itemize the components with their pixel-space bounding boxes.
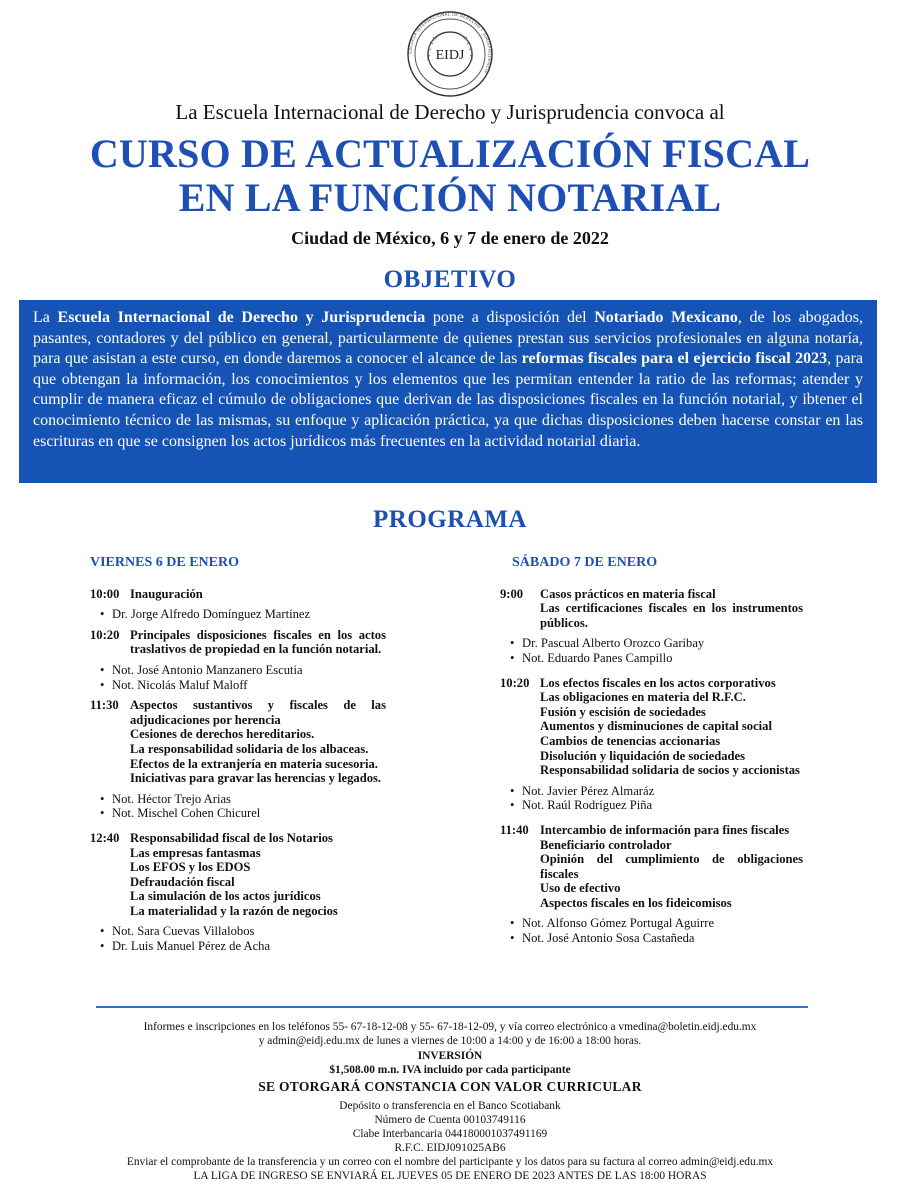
speaker: • Not. Nicolás Maluf Maloff <box>100 678 386 693</box>
topic: Principales disposiciones fiscales en los actos traslativos de propiedad en la función notarial. <box>130 627 386 657</box>
objetivo-bold-3: reformas fiscales para el ejercicio fiscal 2023 <box>521 350 828 368</box>
objetivo-text-1: La <box>33 309 58 326</box>
speaker: • Not. Javier Pérez Almaráz <box>510 784 803 799</box>
speaker: • Not. Raúl Rodríguez Piña <box>510 798 803 813</box>
objetivo-heading: OBJETIVO <box>383 266 517 293</box>
topic: Inauguración <box>130 586 203 601</box>
section-divider <box>96 1006 808 1008</box>
eidj-seal-icon <box>406 10 494 98</box>
program-day-2 <box>500 556 803 946</box>
speaker: • Dr. Pascual Alberto Orozco Garibay <box>510 636 803 651</box>
convoca-text: La Escuela Internacional de Derecho y Jurisprudencia convoca al <box>175 100 725 124</box>
topic: Beneficiario controlador <box>540 837 672 852</box>
speaker-list <box>510 636 803 665</box>
objetivo-text-2: pone a disposición del <box>425 309 595 326</box>
objetivo-text-3: , de los abogados, pasantes, contadores y del público en general, particularmente de quienes prestan sus servicios profesionales en alguna notaría, para que asistan a este curso, en donde daremos a conocer el alcance de las <box>33 309 864 368</box>
topic: Casos prácticos en materia fiscal <box>540 586 716 601</box>
speaker: • Not. Eduardo Panes Campillo <box>510 651 803 666</box>
session <box>90 628 386 657</box>
session <box>500 587 803 631</box>
inversion-price: $1,508.00 m.n. IVA incluido por cada participante <box>329 1064 571 1076</box>
speaker: • Not. Sara Cuevas Villalobos <box>100 924 386 939</box>
topic: La simulación de los actos jurídicos <box>130 889 321 904</box>
session-time: 11:30 <box>90 698 119 713</box>
speaker: • Dr. Jorge Alfredo Domínguez Martínez <box>100 607 386 622</box>
session <box>90 831 386 919</box>
informes-line-2: y admin@eidj.edu.mx de lunes a viernes de 10:00 a 14:00 y de 16:00 a 18:00 horas. <box>258 1035 642 1047</box>
session-time: 12:40 <box>90 830 120 845</box>
constancia-text: SE OTORGARÁ CONSTANCIA CON VALOR CURRICULAR <box>258 1079 642 1094</box>
informes-line-1: Informes e inscripciones en los teléfonos 55- 67-18-12-08 y 55- 67-18-12-09, y vía correo electrónico a vmedina@boletin.eidj.edu.mx <box>143 1021 757 1033</box>
objetivo-bold-2: Notariado Mexicano <box>594 309 738 326</box>
place-date: Ciudad de México, 6 y 7 de enero de 2022 <box>291 228 609 248</box>
speaker: • Not. José Antonio Sosa Castañeda <box>510 931 803 946</box>
session <box>500 676 803 778</box>
session-topics <box>130 698 386 786</box>
footer <box>0 1020 900 1183</box>
speaker-list <box>100 924 386 953</box>
session <box>90 698 386 786</box>
session <box>500 823 803 911</box>
logo-text: EIDJ <box>435 48 465 63</box>
topic: Opinión del cumplimiento de obligaciones fiscales <box>540 852 803 881</box>
speaker: • Not. Mischel Cohen Chicurel <box>100 806 386 821</box>
session-time: 10:00 <box>90 586 120 601</box>
session-time: 11:40 <box>500 822 529 837</box>
liga-text: LA LIGA DE INGRESO SE ENVIARÁ EL JUEVES 05 DE ENERO DE 2023 ANTES DE LAS 18:00 HORAS <box>193 1170 707 1182</box>
topic: Iniciativas para gravar las herencias y legados. <box>130 771 382 786</box>
topic: Intercambio de información para fines fiscales <box>540 822 790 837</box>
speaker-list <box>510 784 803 813</box>
objetivo-bold-1: Escuela Internacional de Derecho y Jurisprudencia <box>57 309 426 326</box>
course-title <box>0 132 900 220</box>
session-topics <box>540 676 803 778</box>
course-title-line1: CURSO DE ACTUALIZACIÓN FISCAL <box>89 131 811 176</box>
deposito-text: Depósito o transferencia en el Banco Scotiabank <box>339 1100 561 1112</box>
topic: Responsabilidad solidaria de socios y accionistas <box>540 763 800 778</box>
topic: Defraudación fiscal <box>130 874 235 889</box>
session-time: 10:20 <box>90 627 120 642</box>
inversion-heading: INVERSIÓN <box>417 1050 483 1062</box>
topic: La materialidad y la razón de negocios <box>130 903 338 918</box>
speaker: • Dr. Luis Manuel Pérez de Acha <box>100 939 386 954</box>
session <box>90 587 386 602</box>
topic: Los efectos fiscales en los actos corporativos <box>540 675 776 690</box>
speaker: • Not. Alfonso Gómez Portugal Aguirre <box>510 916 803 931</box>
topic: Fusión y escisión de sociedades <box>540 704 706 719</box>
cuenta-text: Número de Cuenta 00103749116 <box>374 1114 526 1126</box>
session-topics <box>540 587 803 631</box>
topic: Disolución y liquidación de sociedades <box>540 748 746 763</box>
enviar-text: Enviar el comprobante de la transferencia y un correo con el nombre del participante y los datos para su factura al correo admin@eidj.edu.mx <box>126 1156 774 1168</box>
topic: Los EFOS y los EDOS <box>130 860 251 875</box>
topic: Aspectos fiscales en los fideicomisos <box>540 895 732 910</box>
logo-ring-text: ESCUELA INTERNACIONAL DE DERECHO Y JURISPRUDENCIA <box>407 11 493 75</box>
topic: Las empresas fantasmas <box>130 845 261 860</box>
session-time: 10:20 <box>500 675 530 690</box>
objetivo-box <box>19 300 877 483</box>
speaker: • Not. José Antonio Manzanero Escutia <box>100 663 386 678</box>
topic: Aumentos y disminuciones de capital social <box>540 719 772 734</box>
speaker: • Not. Héctor Trejo Arias <box>100 792 386 807</box>
day-1-title: VIERNES 6 DE ENERO <box>90 555 239 570</box>
session-topics <box>130 587 386 602</box>
session-topics <box>130 831 386 919</box>
topic: Efectos de la extranjería en materia sucesoria. <box>130 756 378 771</box>
course-title-line2: EN LA FUNCIÓN NOTARIAL <box>178 175 722 220</box>
topic: Cesiones de derechos hereditarios. <box>130 727 315 742</box>
speaker-list <box>100 792 386 821</box>
session-topics <box>540 823 803 911</box>
topic: Uso de efectivo <box>540 881 621 896</box>
topic: Aspectos sustantivos y fiscales de las adjudicaciones por herencia <box>130 698 386 727</box>
topic: La responsabilidad solidaria de los albaceas. <box>130 741 369 756</box>
topic: Responsabilidad fiscal de los Notarios <box>130 830 333 845</box>
clabe-text: Clabe Interbancaria 044180001037491169 <box>352 1128 548 1140</box>
topic: Las obligaciones en materia del R.F.C. <box>540 690 746 705</box>
topic: Cambios de tenencias accionarias <box>540 733 721 748</box>
session-time: 9:00 <box>500 586 524 601</box>
speaker-list <box>100 663 386 692</box>
rfc-text: R.F.C. EIDJ091025AB6 <box>394 1142 506 1154</box>
objetivo-text-4: , para que obtengan la información, los conocimientos y los elementos que les permitan entender la ratio de las reformas; atender y cumplir de manera eficaz el cúmulo de obligaciones que derivan de las disposiciones fiscales en la función notarial, y ibtener el conocimiento técnico de las mismas, su enfoque y aplicación práctica, ya que dichas disposiciones deben hacerse constar en las escrituras en que se consignen los actos jurídicos más frecuentes en la actividad notarial diaria. <box>33 350 864 450</box>
session-topics <box>130 628 386 657</box>
day-2-title: SÁBADO 7 DE ENERO <box>512 555 658 570</box>
topic: Las certificaciones fiscales en los instrumentos públicos. <box>540 601 803 630</box>
speaker-list <box>100 607 386 622</box>
eidj-logo <box>406 10 494 98</box>
programa-heading: PROGRAMA <box>373 506 527 533</box>
program-day-1 <box>90 556 386 954</box>
speaker-list <box>510 916 803 945</box>
